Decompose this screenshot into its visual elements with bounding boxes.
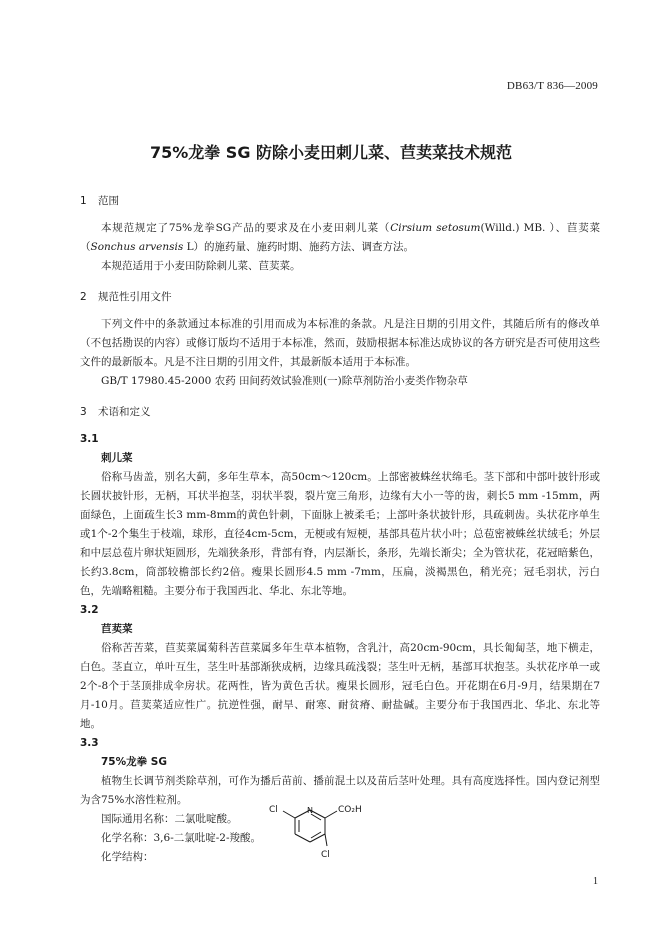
scope-paragraph bbox=[80, 219, 600, 257]
section-number: 2 bbox=[80, 291, 87, 303]
section-3-heading bbox=[80, 403, 600, 422]
section-number: 1 bbox=[80, 195, 87, 207]
latin-name: Sonchus arvensis bbox=[90, 241, 184, 253]
section-number: 3 bbox=[80, 406, 87, 418]
document-body bbox=[80, 192, 600, 867]
term-name: 苣荬菜 bbox=[101, 623, 133, 635]
term-definition: 植物生长调节剂类除草剂，可作为播后苗前、播前混土以及苗后茎叶处理。具有高度选择性。国内登记剂型为含75%水溶性粒剂。 bbox=[80, 775, 600, 806]
term-definition: 俗称苦苦菜，苣荬菜属菊科苦苣菜属多年生草本植物，含乳汁，高20cm-90cm，具长匍匐茎，地下横走，白色。茎直立，单叶互生，茎生叶基部渐狭成柄，边缘具疏浅裂；茎生叶无柄，基部耳状抱茎。头状花序单一或2个-8个于茎顶排成伞房状。花两性，皆为黄色舌状。瘦果长圆形，冠毛白色。开花期在6月-9月，结果期在7月-10月。苣荬菜适应性广。抗逆性强，耐旱、耐寒、耐贫瘠、耐盐碱。主要分布于我国西北、华北、东北等地。 bbox=[80, 642, 600, 730]
scope-applicability: 本规范适用于小麦田防除刺儿菜、苣荬菜。 bbox=[101, 260, 301, 272]
reference-item: GB/T 17980.45-2000 农药 田间药效试验准则(一)除草剂防治小麦类作物杂草 bbox=[101, 375, 468, 387]
term-number: 3.2 bbox=[80, 604, 99, 616]
text-run: L）的施药量、施药时期、施药方法、调查方法。 bbox=[183, 241, 415, 253]
normative-references-paragraph: 下列文件中的条款通过本标准的引用而成为本标准的条款。凡是注日期的引用文件，其随后所有的修改单（不包括勘误的内容）或修订版均不适用于本标准，然而，鼓励根据本标准达成协议的各方研究是否可使用这些文件的最新版本。凡是不注日期的引用文件，其最新版本适用于本标准。 bbox=[80, 318, 600, 368]
carboxyl-label: CO₂H bbox=[338, 805, 362, 815]
text-run: (Willd.) MB. ）、苣荬菜（ bbox=[80, 222, 601, 253]
chlorine-left-label: Cl bbox=[269, 805, 278, 815]
page-number: 1 bbox=[593, 876, 598, 887]
term-name: 75%龙拳 SG bbox=[101, 756, 167, 768]
term-definition: 俗称马齿盖，别名大蓟，多年生草本，高50cm～120cm。上部密被蛛丝状绵毛。茎下部和中部叶披针形或长圆状披针形，无柄，耳状半抱茎，羽状半裂，裂片宽三角形，边缘有大小一等的齿，刺长5 mm -15mm，两面绿色，上面疏生长3 mm-8mm的黄色针刺，下面脉上被柔毛；上部叶条状披针形，具疏刺齿。头状花序单生或1个-2个集生于枝端，球形，直径4cm-5cm，无梗或有短梗，基部具苞片状小叶；总苞密被蛛丝状绒毛；外层和中层总苞片卵状矩圆形，先端狭条形，背部有脊，内层渐长，条形，先端长渐尖；全为管状花，花冠暗紫色，长约3.8cm，筒部较檐部长约2倍。瘦果长圆形4.5 mm -7mm，压扁，淡褐黑色，稍光亮；冠毛羽状，污白色，先端略粗糙。主要分布于我国西北、华北、东北等地。 bbox=[80, 471, 600, 597]
term-name: 刺儿菜 bbox=[101, 452, 133, 464]
common-name: 国际通用名称：二氯吡啶酸。 bbox=[101, 813, 238, 825]
section-title: 规范性引用文件 bbox=[98, 291, 172, 303]
term-number: 3.1 bbox=[80, 433, 99, 445]
section-2-heading bbox=[80, 288, 600, 307]
section-1-heading bbox=[80, 192, 600, 211]
latin-name: Cirsium setosum bbox=[390, 222, 481, 234]
section-title: 范围 bbox=[98, 195, 119, 207]
text-run: 本规范规定了75%龙拳SG产品的要求及在小麦田刺儿菜（ bbox=[101, 222, 391, 234]
chemical-name: 化学名称：3,6-二氯吡啶-2-羧酸。 bbox=[101, 832, 262, 844]
document-title: 75%龙拳 SG 防除小麦田刺儿菜、苣荬菜技术规范 bbox=[149, 143, 513, 162]
standard-code: DB63/T 836—2009 bbox=[506, 80, 598, 92]
structure-label: 化学结构： bbox=[101, 851, 154, 863]
chemical-structure bbox=[255, 800, 375, 860]
chlorine-bottom-label: Cl bbox=[321, 850, 330, 860]
term-number: 3.3 bbox=[80, 737, 99, 749]
section-title: 术语和定义 bbox=[98, 406, 151, 418]
ring-nitrogen: N bbox=[307, 806, 313, 815]
